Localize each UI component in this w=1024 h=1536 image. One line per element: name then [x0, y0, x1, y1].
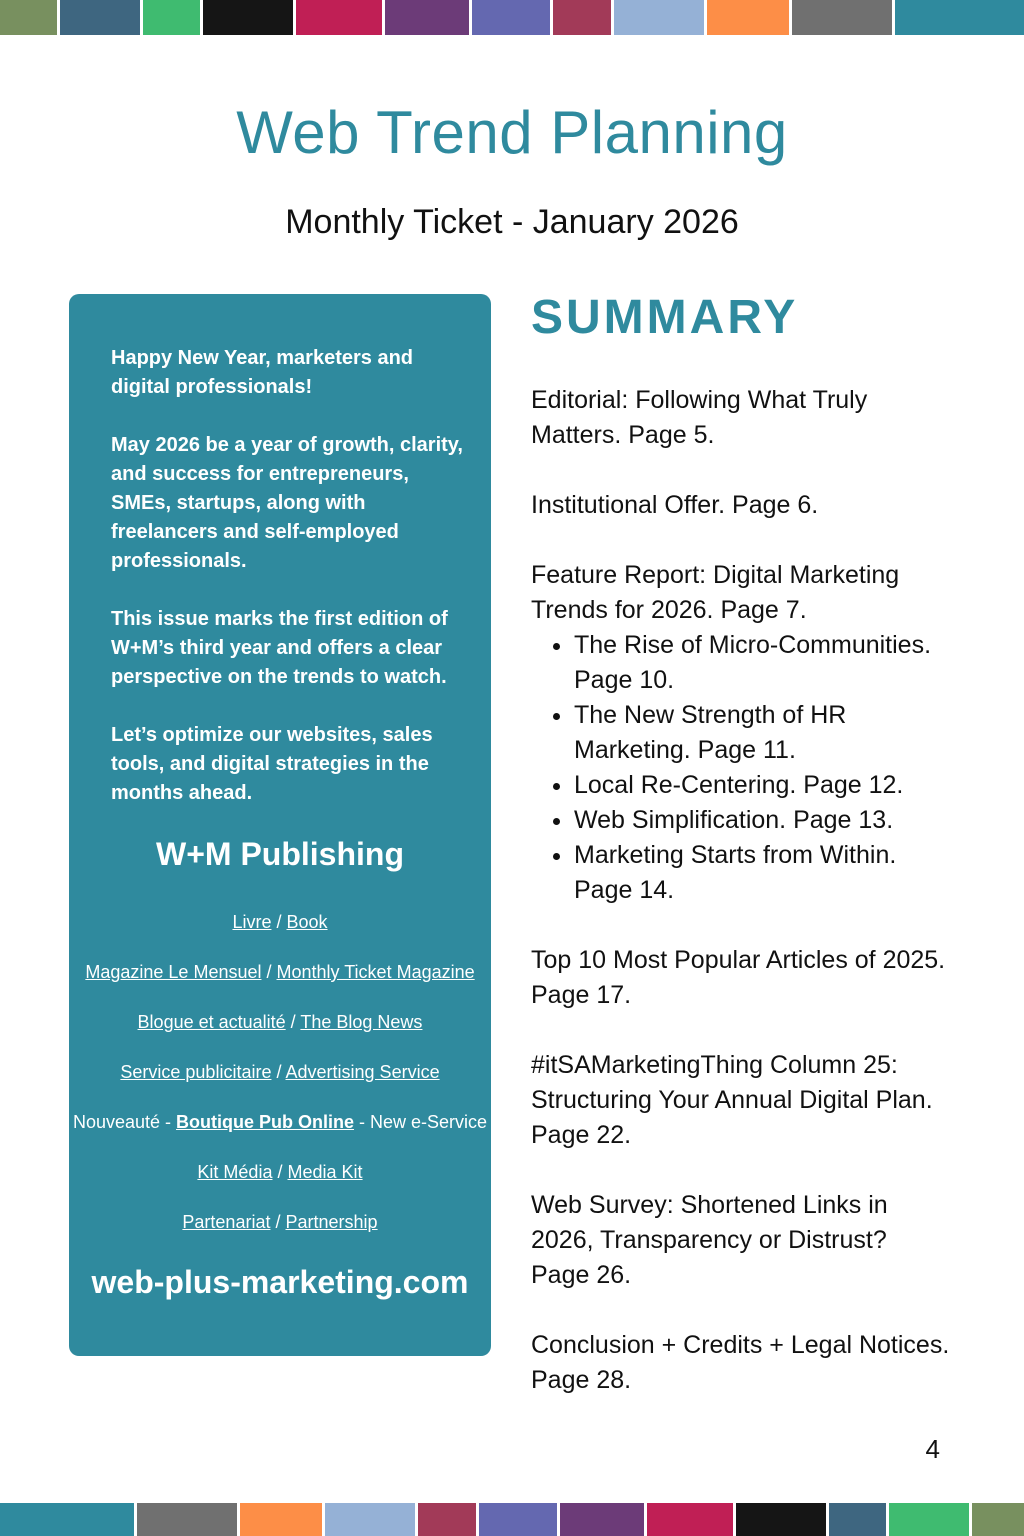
toc-feature-list: [531, 628, 951, 908]
color-swatch: [0, 1503, 134, 1536]
link-separator: /: [275, 1212, 281, 1232]
color-swatch: [143, 0, 200, 35]
toc-entry-column: #itSAMarketingThing Column 25: Structuring Your Annual Digital Plan. Page 22.: [531, 1051, 933, 1149]
toc-feature-item: • The New Strength of HR Marketing. Page 11.: [574, 698, 951, 768]
greeting-message: [111, 344, 471, 837]
link-separator: /: [276, 912, 282, 932]
color-swatch: [707, 0, 789, 35]
color-swatch: [296, 0, 382, 35]
page-subtitle: Monthly Ticket - January 2026: [285, 203, 739, 241]
link-separator: /: [276, 1062, 282, 1082]
color-swatch: [553, 0, 611, 35]
summary-heading: SUMMARY: [531, 291, 799, 344]
website-url: web-plus-marketing.com: [91, 1264, 469, 1300]
link-separator: /: [266, 962, 272, 982]
link-livre[interactable]: Livre: [232, 912, 272, 932]
link-ads-fr[interactable]: Service publicitaire: [120, 1062, 272, 1082]
color-swatch: [972, 1503, 1024, 1536]
link-book[interactable]: Book: [286, 912, 328, 932]
link-blog-en[interactable]: The Blog News: [300, 1012, 423, 1032]
link-row: [69, 1158, 491, 1208]
color-swatch: [614, 0, 704, 35]
color-swatch: [560, 1503, 644, 1536]
color-swatch: [472, 0, 550, 35]
top-color-strip: [0, 0, 1024, 35]
color-swatch: [418, 1503, 476, 1536]
link-row: [69, 1008, 491, 1058]
link-media-kit[interactable]: Media Kit: [287, 1162, 363, 1182]
color-swatch: [792, 0, 892, 35]
toc-entry-feature: [531, 558, 951, 908]
toc-feature-item: • Marketing Starts from Within. Page 14.: [574, 838, 951, 908]
link-row: [69, 958, 491, 1008]
toc-entry-editorial: Editorial: Following What Truly Matters. Page 5.: [531, 386, 868, 449]
greeting-paragraph: May 2026 be a year of growth, clarity, and success for entrepreneurs, SMEs, startups, along with freelancers and self-employed professionals.: [111, 434, 463, 572]
toc-feature-item: • Web Simplification. Page 13.: [574, 803, 951, 838]
link-separator: /: [290, 1012, 296, 1032]
link-row: [69, 1058, 491, 1108]
bottom-color-strip: [0, 1503, 1024, 1536]
toc-feature-title: Feature Report: Digital Marketing Trends for 2026. Page 7.: [531, 561, 900, 624]
toc-entry-top10: Top 10 Most Popular Articles of 2025. Page 17.: [531, 946, 946, 1009]
publisher-links: [69, 908, 491, 1258]
toc-entry-survey: Web Survey: Shortened Links in 2026, Transparency or Distrust? Page 26.: [531, 1191, 888, 1289]
color-swatch: [479, 1503, 557, 1536]
link-row: [69, 1108, 491, 1158]
link-separator: /: [277, 1162, 283, 1182]
color-swatch: [325, 1503, 415, 1536]
color-swatch: [203, 0, 293, 35]
publisher-panel: [69, 294, 491, 1356]
color-swatch: [0, 0, 57, 35]
toc-entry-institutional: Institutional Offer. Page 6.: [531, 491, 819, 519]
color-swatch: [736, 1503, 826, 1536]
new-suffix-text: - New e-Service: [354, 1112, 488, 1132]
page-number: 4: [925, 1434, 940, 1464]
link-magazine-en[interactable]: Monthly Ticket Magazine: [276, 962, 475, 982]
link-ads-en[interactable]: Advertising Service: [285, 1062, 440, 1082]
link-magazine-fr[interactable]: Magazine Le Mensuel: [85, 962, 262, 982]
link-row: [69, 908, 491, 958]
color-swatch: [240, 1503, 322, 1536]
link-kit-media[interactable]: Kit Média: [197, 1162, 273, 1182]
link-row: [69, 1208, 491, 1258]
greeting-paragraph: Let’s optimize our websites, sales tools, and digital strategies in the months ahead.: [111, 724, 433, 804]
color-swatch: [889, 1503, 969, 1536]
link-blog-fr[interactable]: Blogue et actualité: [137, 1012, 286, 1032]
toc-feature-item: • The Rise of Micro-Communities. Page 10.: [574, 628, 951, 698]
new-prefix-text: Nouveauté -: [72, 1112, 177, 1132]
toc-entry-conclusion: Conclusion + Credits + Legal Notices. Page 28.: [531, 1331, 950, 1394]
publisher-name: W+M Publishing: [156, 836, 404, 872]
color-swatch: [647, 1503, 733, 1536]
toc-feature-item: • Local Re-Centering. Page 12.: [574, 768, 951, 803]
color-swatch: [60, 0, 140, 35]
greeting-paragraph: Happy New Year, marketers and digital professionals!: [111, 347, 414, 398]
table-of-contents: [531, 383, 951, 1433]
page-title: Web Trend Planning: [236, 99, 788, 166]
greeting-paragraph: This issue marks the first edition of W+M’s third year and offers a clear perspective on the trends to watch.: [111, 608, 448, 688]
color-swatch: [829, 1503, 886, 1536]
color-swatch: [385, 0, 469, 35]
link-partenariat[interactable]: Partenariat: [182, 1212, 271, 1232]
color-swatch: [895, 0, 1024, 35]
color-swatch: [137, 1503, 237, 1536]
link-partnership[interactable]: Partnership: [285, 1212, 378, 1232]
link-boutique-pub[interactable]: Boutique Pub Online: [176, 1112, 355, 1132]
